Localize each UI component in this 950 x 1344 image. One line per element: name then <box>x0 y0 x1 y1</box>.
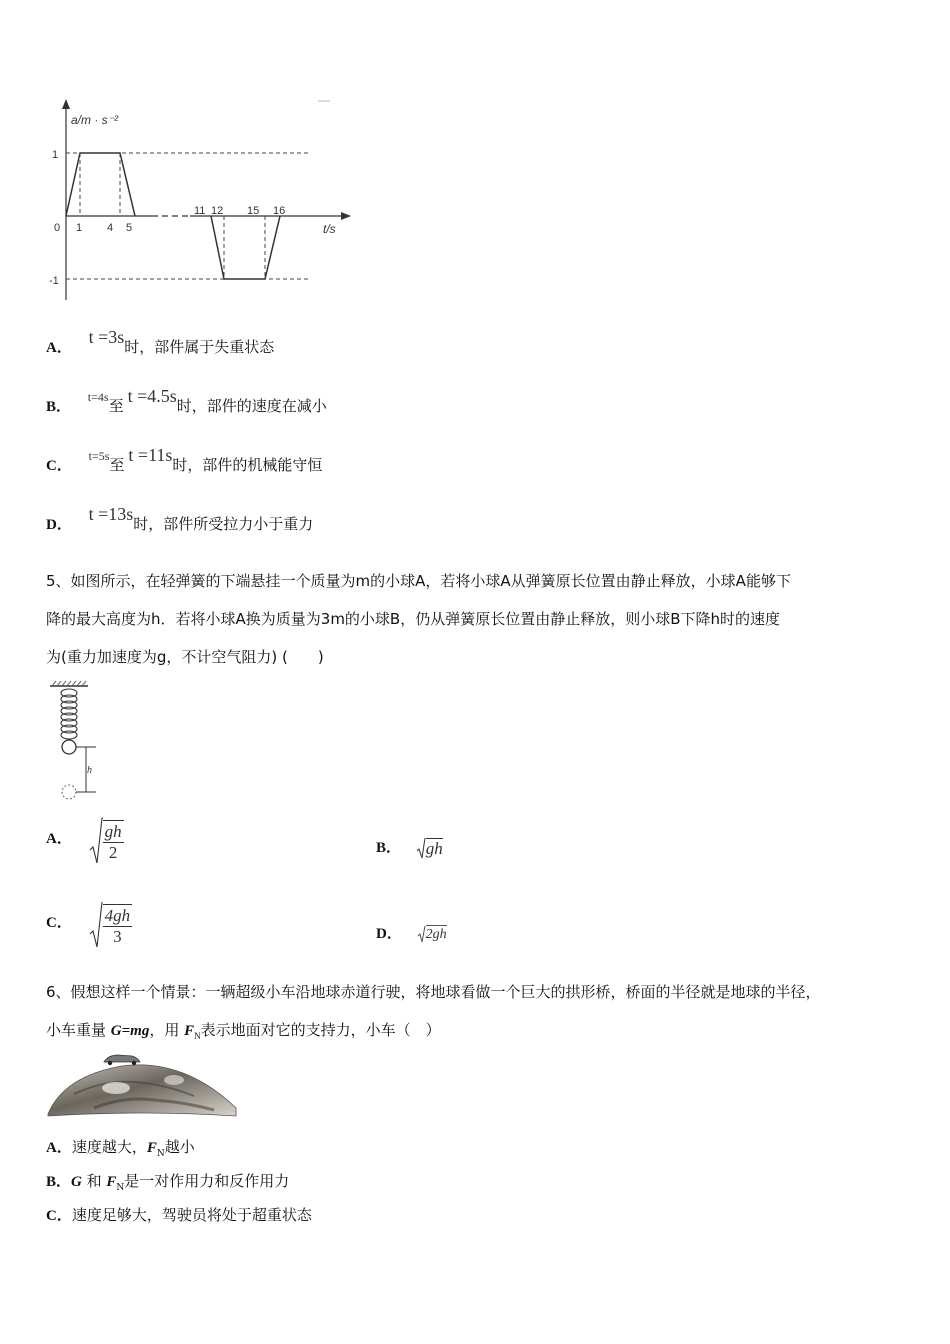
q4-option-a <box>46 327 275 357</box>
option-text: 越小 <box>164 1138 195 1156</box>
q5-line-2: 降的最大高度为h．若将小球A换为质量为3m的小球B，仍从弹簧原长位置由静止释放，则小球B下降h时的速度 <box>46 610 781 628</box>
q6-weight-eq: G=mg <box>110 1023 150 1039</box>
radicand: gh <box>425 838 443 858</box>
q6-option-b <box>46 1170 289 1193</box>
option-label: A． <box>46 831 72 847</box>
option-label: C． <box>46 1208 72 1224</box>
option-connector: 至 <box>109 456 125 474</box>
option-label: C． <box>46 458 72 474</box>
option-connector: 至 <box>108 397 124 415</box>
force-subscript: N <box>156 1149 165 1159</box>
x-tick-12: 12 <box>211 205 224 217</box>
q6-option-a <box>46 1136 195 1159</box>
option-text: 是一对作用力和反作用力 <box>124 1172 290 1190</box>
acceleration-time-graph <box>40 95 360 310</box>
q6-force-symbol: F <box>184 1023 195 1039</box>
radicand: 2gh <box>425 927 447 942</box>
q4-option-b <box>46 386 327 416</box>
option-text: 时，部件的机械能守恒 <box>172 456 323 474</box>
x-tick-15: 15 <box>247 205 260 217</box>
option-label: B． <box>46 1174 72 1190</box>
gravity-symbol: G <box>71 1174 82 1190</box>
sqrt-sign-icon <box>89 816 103 866</box>
q5-stem <box>46 562 916 676</box>
fraction <box>103 904 133 947</box>
x-tick-11: 11 <box>194 205 206 217</box>
option-text: 时，部件所受拉力小于重力 <box>133 515 314 533</box>
option-label: B． <box>46 399 72 415</box>
x-tick-1: 1 <box>76 222 83 234</box>
x-tick-4: 4 <box>107 222 114 234</box>
q4-option-d <box>46 504 314 534</box>
option-text: 速度越大， <box>71 1138 147 1156</box>
y-tick-1: 1 <box>52 149 59 161</box>
q5-line-3: 为(重力加速度为g，不计空气阻力) ( ) <box>46 648 324 666</box>
q5-option-b <box>376 836 443 860</box>
option-label: A． <box>46 340 72 356</box>
option-text: 和 <box>81 1172 107 1190</box>
option-label: A． <box>46 1140 72 1156</box>
origin-label: 0 <box>54 222 61 234</box>
math-t-13s: t =13s <box>88 504 134 524</box>
sqrt-sign-icon <box>89 900 103 950</box>
math-t-3s: t =3s <box>88 327 125 347</box>
q5-option-a <box>46 816 124 866</box>
sqrt-sign-icon <box>416 836 426 860</box>
option-label: B． <box>376 840 402 856</box>
q6-line-2 <box>46 1011 926 1055</box>
q6-line-1: 6、假想这样一个情景：一辆超级小车沿地球赤道行驶，将地球看做一个巨大的拱形桥，桥面的半径就是地球的半径， <box>46 983 821 1001</box>
q6-option-c <box>46 1204 312 1225</box>
option-label: D． <box>46 517 72 533</box>
numerator: gh <box>104 821 122 841</box>
y-axis-label: a/m · s⁻² <box>71 113 118 127</box>
option-text: 时，部件的速度在减小 <box>176 397 327 415</box>
q6-stem <box>46 973 926 1055</box>
force-symbol: F <box>146 1140 157 1156</box>
math-t-11s: t =11s <box>128 445 173 465</box>
q6-force-subscript: N <box>194 1031 201 1041</box>
q6-text: 表示地面对它的支持力，小车（ ） <box>200 1021 441 1039</box>
x-tick-5: 5 <box>126 222 133 234</box>
q5-option-d <box>376 922 447 944</box>
option-label: C． <box>46 915 72 931</box>
q5-line-1: 5、如图所示，在轻弹簧的下端悬挂一个质量为m的小球A，若将小球A从弹簧原长位置由静止释放，小球A能够下 <box>46 572 791 590</box>
q4-option-c <box>46 445 323 475</box>
force-symbol: F <box>106 1174 117 1190</box>
spring-figure <box>46 680 106 805</box>
option-label: D． <box>376 926 402 942</box>
x-tick-16: 16 <box>273 205 286 217</box>
height-label: h <box>87 765 92 776</box>
denominator: 2 <box>108 842 118 862</box>
y-tick-neg1: -1 <box>49 275 59 287</box>
option-text: 速度足够大，驾驶员将处于超重状态 <box>71 1206 312 1224</box>
q6-text: ，用 <box>149 1021 185 1039</box>
math-t-4-5s: t =4.5s <box>127 386 177 406</box>
denominator: 3 <box>113 926 122 946</box>
option-text: 时，部件属于失重状态 <box>124 338 275 356</box>
numerator: 4gh <box>104 905 131 925</box>
sqrt-sign-icon <box>417 924 426 944</box>
math-t-5s: t=5s <box>88 449 110 463</box>
q6-text: 小车重量 <box>46 1021 111 1039</box>
q5-option-c <box>46 900 132 950</box>
earth-arch-bridge-figure <box>44 1050 240 1118</box>
force-subscript: N <box>116 1183 125 1193</box>
x-axis-label: t/s <box>323 222 336 236</box>
fraction <box>103 820 124 863</box>
math-t-4s: t=4s <box>87 390 109 404</box>
